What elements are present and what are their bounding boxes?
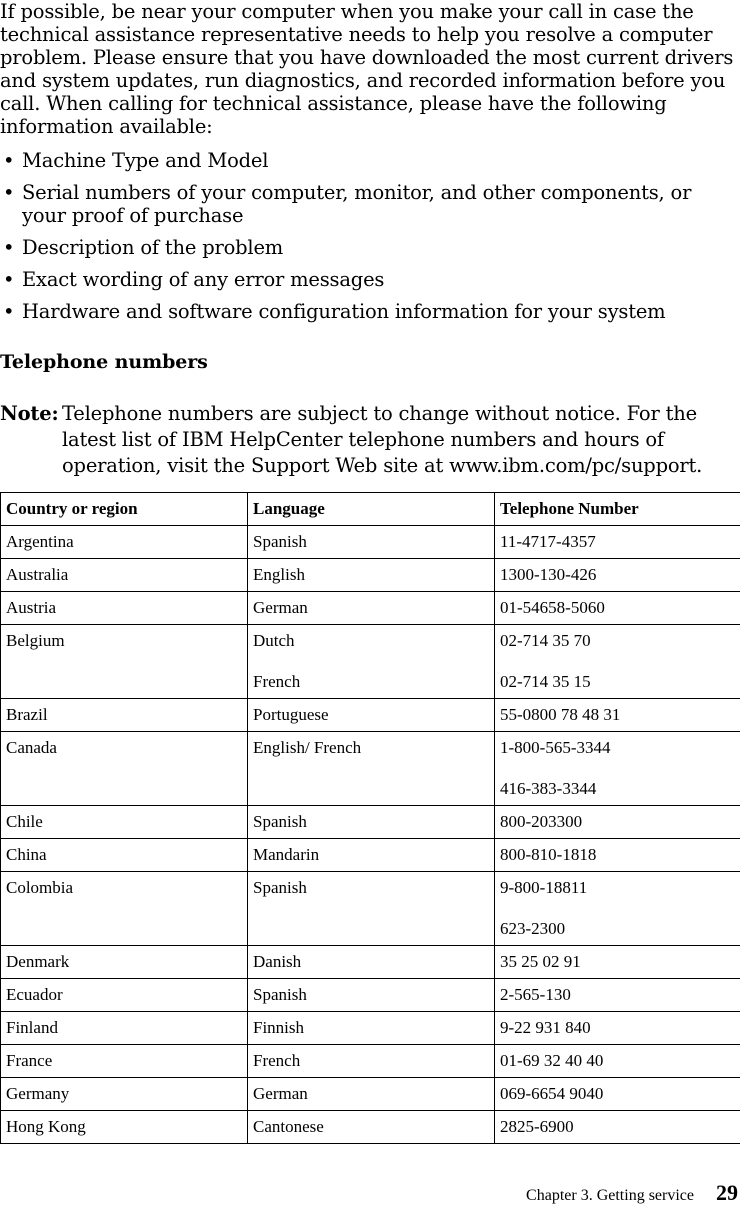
cell-language-line: Mandarin	[253, 845, 319, 864]
cell-language-line: Spanish	[253, 532, 307, 551]
table-row	[1, 806, 740, 839]
cell-language-line: Finnish	[253, 1018, 304, 1037]
cell-phone-line: 01-69 32 40 40	[500, 1051, 603, 1070]
note-block	[0, 401, 740, 479]
table-row	[1, 1045, 740, 1078]
cell-language-line: German	[253, 598, 308, 617]
cell-language-line: Cantonese	[253, 1117, 324, 1136]
cell-phone-line: 069-6654 9040	[500, 1084, 603, 1103]
cell-country: Brazil	[1, 699, 248, 732]
cell-phone	[495, 979, 740, 1012]
cell-language-line: Spanish	[253, 812, 307, 831]
table-row	[1, 1111, 740, 1144]
cell-language	[248, 592, 495, 625]
table-row	[1, 1012, 740, 1045]
cell-language-line: Spanish	[253, 878, 307, 897]
cell-language	[248, 625, 495, 699]
cell-language	[248, 732, 495, 806]
cell-phone-line: 01-54658-5060	[500, 598, 605, 617]
intro-paragraph: If possible, be near your computer when you make your call in case the technical assistance representative needs to help you resolve a computer problem. Please ensure that you have downloaded the most current drivers and system updates, run diagnostics, and recorded information before you call. When calling for technical assistance, please have the following information available:	[0, 0, 738, 138]
cell-phone-line: 2-565-130	[500, 985, 571, 1004]
cell-language	[248, 806, 495, 839]
cell-language	[248, 1078, 495, 1111]
cell-language	[248, 1012, 495, 1045]
table-row	[1, 946, 740, 979]
cell-phone	[495, 559, 740, 592]
cell-phone-line: 9-22 931 840	[500, 1018, 591, 1037]
list-item	[0, 300, 738, 323]
column-header-country: Country or region	[1, 493, 248, 526]
cell-country: Germany	[1, 1078, 248, 1111]
cell-phone	[495, 946, 740, 979]
cell-language-line: English	[253, 565, 305, 584]
cell-phone-line: 9-800-18811	[500, 878, 587, 897]
cell-language	[248, 872, 495, 946]
table-row	[1, 872, 740, 946]
cell-country: Ecuador	[1, 979, 248, 1012]
cell-phone	[495, 1045, 740, 1078]
table-body	[1, 526, 740, 1144]
cell-language-line: Danish	[253, 952, 301, 971]
cell-country: Australia	[1, 559, 248, 592]
cell-phone-line: 11-4717-4357	[500, 532, 596, 551]
cell-country: Finland	[1, 1012, 248, 1045]
note-text: Telephone numbers are subject to change without notice. For the latest list of IBM HelpCenter telephone numbers and hours of operation, visit the Support Web site at www.ibm.com/pc/support.	[62, 401, 740, 479]
list-item-text: Hardware and software configuration information for your system	[22, 300, 665, 323]
cell-country: Belgium	[1, 625, 248, 699]
cell-language-line: French	[253, 671, 488, 693]
cell-country: China	[1, 839, 248, 872]
cell-country: Chile	[1, 806, 248, 839]
table-row	[1, 526, 740, 559]
table-row	[1, 839, 740, 872]
cell-language-line: Portuguese	[253, 705, 329, 724]
cell-phone-line: 35 25 02 91	[500, 952, 581, 971]
bullet-icon: •	[3, 149, 14, 172]
table-row	[1, 625, 740, 699]
cell-language	[248, 526, 495, 559]
cell-phone-line: 02-714 35 15	[500, 671, 734, 693]
cell-country: Colombia	[1, 872, 248, 946]
cell-language	[248, 839, 495, 872]
bullet-icon: •	[3, 236, 14, 259]
list-item-text: Machine Type and Model	[22, 149, 268, 172]
cell-phone	[495, 872, 740, 946]
list-item-text: Exact wording of any error messages	[22, 268, 384, 291]
cell-language-line: Spanish	[253, 985, 307, 1004]
cell-phone-line: 2825-6900	[500, 1117, 574, 1136]
list-item-text: Serial numbers of your computer, monitor, and other components, or your proof of purchase	[22, 181, 691, 227]
cell-language-line: Dutch	[253, 631, 295, 650]
cell-phone	[495, 1012, 740, 1045]
cell-country: Hong Kong	[1, 1111, 248, 1144]
info-checklist	[0, 149, 738, 332]
cell-phone-line: 416-383-3344	[500, 778, 734, 800]
cell-language	[248, 946, 495, 979]
cell-language	[248, 1045, 495, 1078]
cell-phone-line: 800-810-1818	[500, 845, 596, 864]
cell-phone	[495, 1078, 740, 1111]
list-item	[0, 236, 738, 259]
bullet-icon: •	[3, 268, 14, 291]
cell-country: Denmark	[1, 946, 248, 979]
cell-phone	[495, 592, 740, 625]
column-header-telephone: Telephone Number	[495, 493, 740, 526]
cell-language	[248, 979, 495, 1012]
cell-phone	[495, 625, 740, 699]
column-header-language: Language	[248, 493, 495, 526]
bullet-icon: •	[3, 300, 14, 323]
cell-phone	[495, 839, 740, 872]
cell-language-line: French	[253, 1051, 300, 1070]
cell-country: Canada	[1, 732, 248, 806]
telephone-table	[0, 492, 740, 1144]
table-row	[1, 979, 740, 1012]
table-row	[1, 559, 740, 592]
page-number: 29	[716, 1180, 738, 1205]
cell-country: Austria	[1, 592, 248, 625]
table-row	[1, 1078, 740, 1111]
cell-phone	[495, 1111, 740, 1144]
cell-phone-line: 1-800-565-3344	[500, 738, 610, 757]
list-item	[0, 149, 738, 172]
note-label: Note:	[0, 401, 58, 427]
page-footer	[526, 1180, 738, 1206]
cell-phone	[495, 806, 740, 839]
list-item	[0, 181, 738, 227]
cell-phone	[495, 732, 740, 806]
table-header-row	[1, 493, 740, 526]
table-row	[1, 592, 740, 625]
cell-phone	[495, 699, 740, 732]
cell-phone-line: 800-203300	[500, 812, 582, 831]
cell-country: France	[1, 1045, 248, 1078]
section-title: Telephone numbers	[0, 351, 208, 373]
cell-phone-line: 55-0800 78 48 31	[500, 705, 620, 724]
cell-language	[248, 559, 495, 592]
cell-country: Argentina	[1, 526, 248, 559]
cell-phone	[495, 526, 740, 559]
list-item-text: Description of the problem	[22, 236, 283, 259]
cell-language-line: German	[253, 1084, 308, 1103]
cell-language	[248, 699, 495, 732]
table-row	[1, 732, 740, 806]
table-row	[1, 699, 740, 732]
chapter-label: Chapter 3. Getting service	[526, 1187, 694, 1204]
cell-language-line: English/ French	[253, 738, 361, 757]
bullet-icon: •	[3, 181, 14, 204]
cell-language	[248, 1111, 495, 1144]
cell-phone-line: 623-2300	[500, 918, 734, 940]
cell-phone-line: 02-714 35 70	[500, 631, 591, 650]
cell-phone-line: 1300-130-426	[500, 565, 596, 584]
list-item	[0, 268, 738, 291]
